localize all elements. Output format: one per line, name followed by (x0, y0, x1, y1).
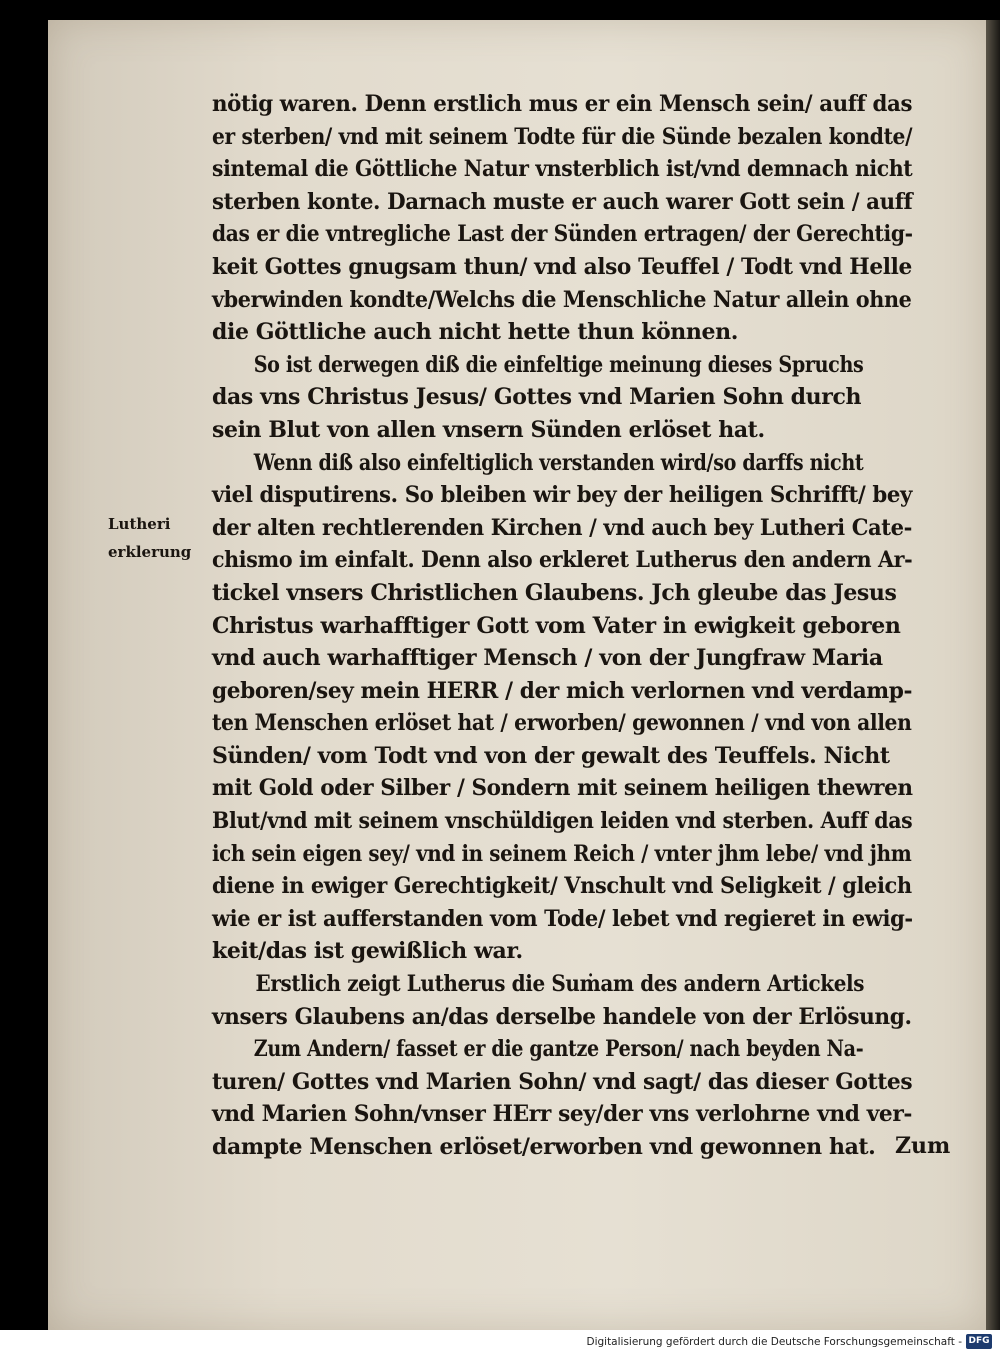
text-line: chismo im einfalt. Denn also erkleret Lutherus den andern Ar- (212, 547, 913, 574)
text-line: vnd Marien Sohn/vnser HErr sey/der vns verlohrne vnd ver- (212, 1101, 913, 1128)
text-line: Blut/vnd mit seinem vnschüldigen leiden vnd sterben. Auff das (212, 808, 913, 835)
catchword: Zum (895, 1133, 951, 1159)
page-edge (986, 20, 1000, 1330)
text-line: Sünden/ vom Todt vnd von der gewalt des Teuffels. Nicht (212, 742, 890, 769)
text-line: er sterben/ vnd mit seinem Todte für die Sünde bezalen kondte/ (212, 123, 913, 150)
text-line: sintemal die Göttliche Natur vnsterblich ist/vnd demnach nicht (212, 156, 913, 183)
text-line: sterben konte. Darnach muste er auch warer Gott sein / auff (212, 188, 913, 215)
text-line: turen/ Gottes vnd Marien Sohn/ vnd sagt/ das dieser Gottes (212, 1068, 913, 1095)
text-line: Christus warhafftiger Gott vom Vater in ewigkeit geboren (212, 612, 901, 639)
text-line: vnd auch warhafftiger Mensch / von der Jungfraw Maria (212, 645, 883, 672)
text-line: nötig waren. Denn erstlich mus er ein Mensch sein/ auff das (212, 91, 913, 117)
text-line: vberwinden kondte/Welchs die Menschliche Natur allein ohne (212, 286, 912, 313)
text-line: Zum Andern/ fasset er die gantze Person/ nach beyden Na- (253, 1036, 864, 1063)
text-line: der alten rechtlerenden Kirchen / vnd auch bey Lutheri Cate- (212, 514, 912, 541)
text-line: keit Gottes gnugsam thun/ vnd also Teuffel / Todt vnd Helle (212, 253, 912, 280)
text-line: mit Gold oder Silber / Sondern mit seinem heiligen thewren (212, 775, 913, 802)
text-line: vnsers Glaubens an/das derselbe handele von der Erlösung. (212, 1003, 912, 1030)
body-text (212, 88, 912, 1164)
margin-note-line: erklerung (108, 543, 192, 561)
text-line: ten Menschen erlöset hat / erworben/ gewonnen / vnd von allen (212, 710, 912, 737)
funding-notice: Digitalisierung gefördert durch die Deutsche Forschungsgemeinschaft - (586, 1336, 962, 1348)
text-line: wie er ist aufferstanden vom Tode/ lebet vnd regieret in ewig- (212, 905, 913, 932)
text-line: tickel vnsers Christlichen Glaubens. Jch gleube das Jesus (212, 579, 897, 606)
text-line: viel disputirens. So bleiben wir bey der heiligen Schrifft/ bey (212, 482, 913, 509)
text-line: die Göttliche auch nicht hette thun können. (212, 319, 738, 346)
text-line: das er die vntregliche Last der Sünden ertragen/ der Gerechtig- (212, 221, 913, 248)
text-line: geboren/sey mein HERR / der mich verlornen vnd verdamp- (212, 677, 913, 704)
dfg-logo: DFG (966, 1334, 992, 1349)
text-line: So ist derwegen diß die einfeltige meinung dieses Spruchs (253, 351, 864, 378)
text-line: Erstlich zeigt Lutherus die Suṁam des andern Artickels (255, 971, 865, 998)
text-line: Wenn diß also einfeltiglich verstanden wird/so darffs nicht (253, 449, 864, 476)
footer-bar (0, 1330, 1000, 1355)
text-line: diene in ewiger Gerechtigkeit/ Vnschult vnd Seligkeit / gleich (212, 873, 912, 900)
text-line: keit/das ist gewißlich war. (212, 938, 523, 965)
text-line: das vns Christus Jesus/ Gottes vnd Marien Sohn durch (212, 384, 862, 411)
text-line: sein Blut von allen vnsern Sünden erlöset hat. (212, 416, 765, 443)
margin-note-line: Lutheri (108, 515, 171, 533)
text-line: dampte Menschen erlöset/erworben vnd gewonnen hat. (212, 1134, 876, 1160)
text-line: ich sein eigen sey/ vnd in seinem Reich / vnter jhm lebe/ vnd jhm (212, 840, 912, 867)
